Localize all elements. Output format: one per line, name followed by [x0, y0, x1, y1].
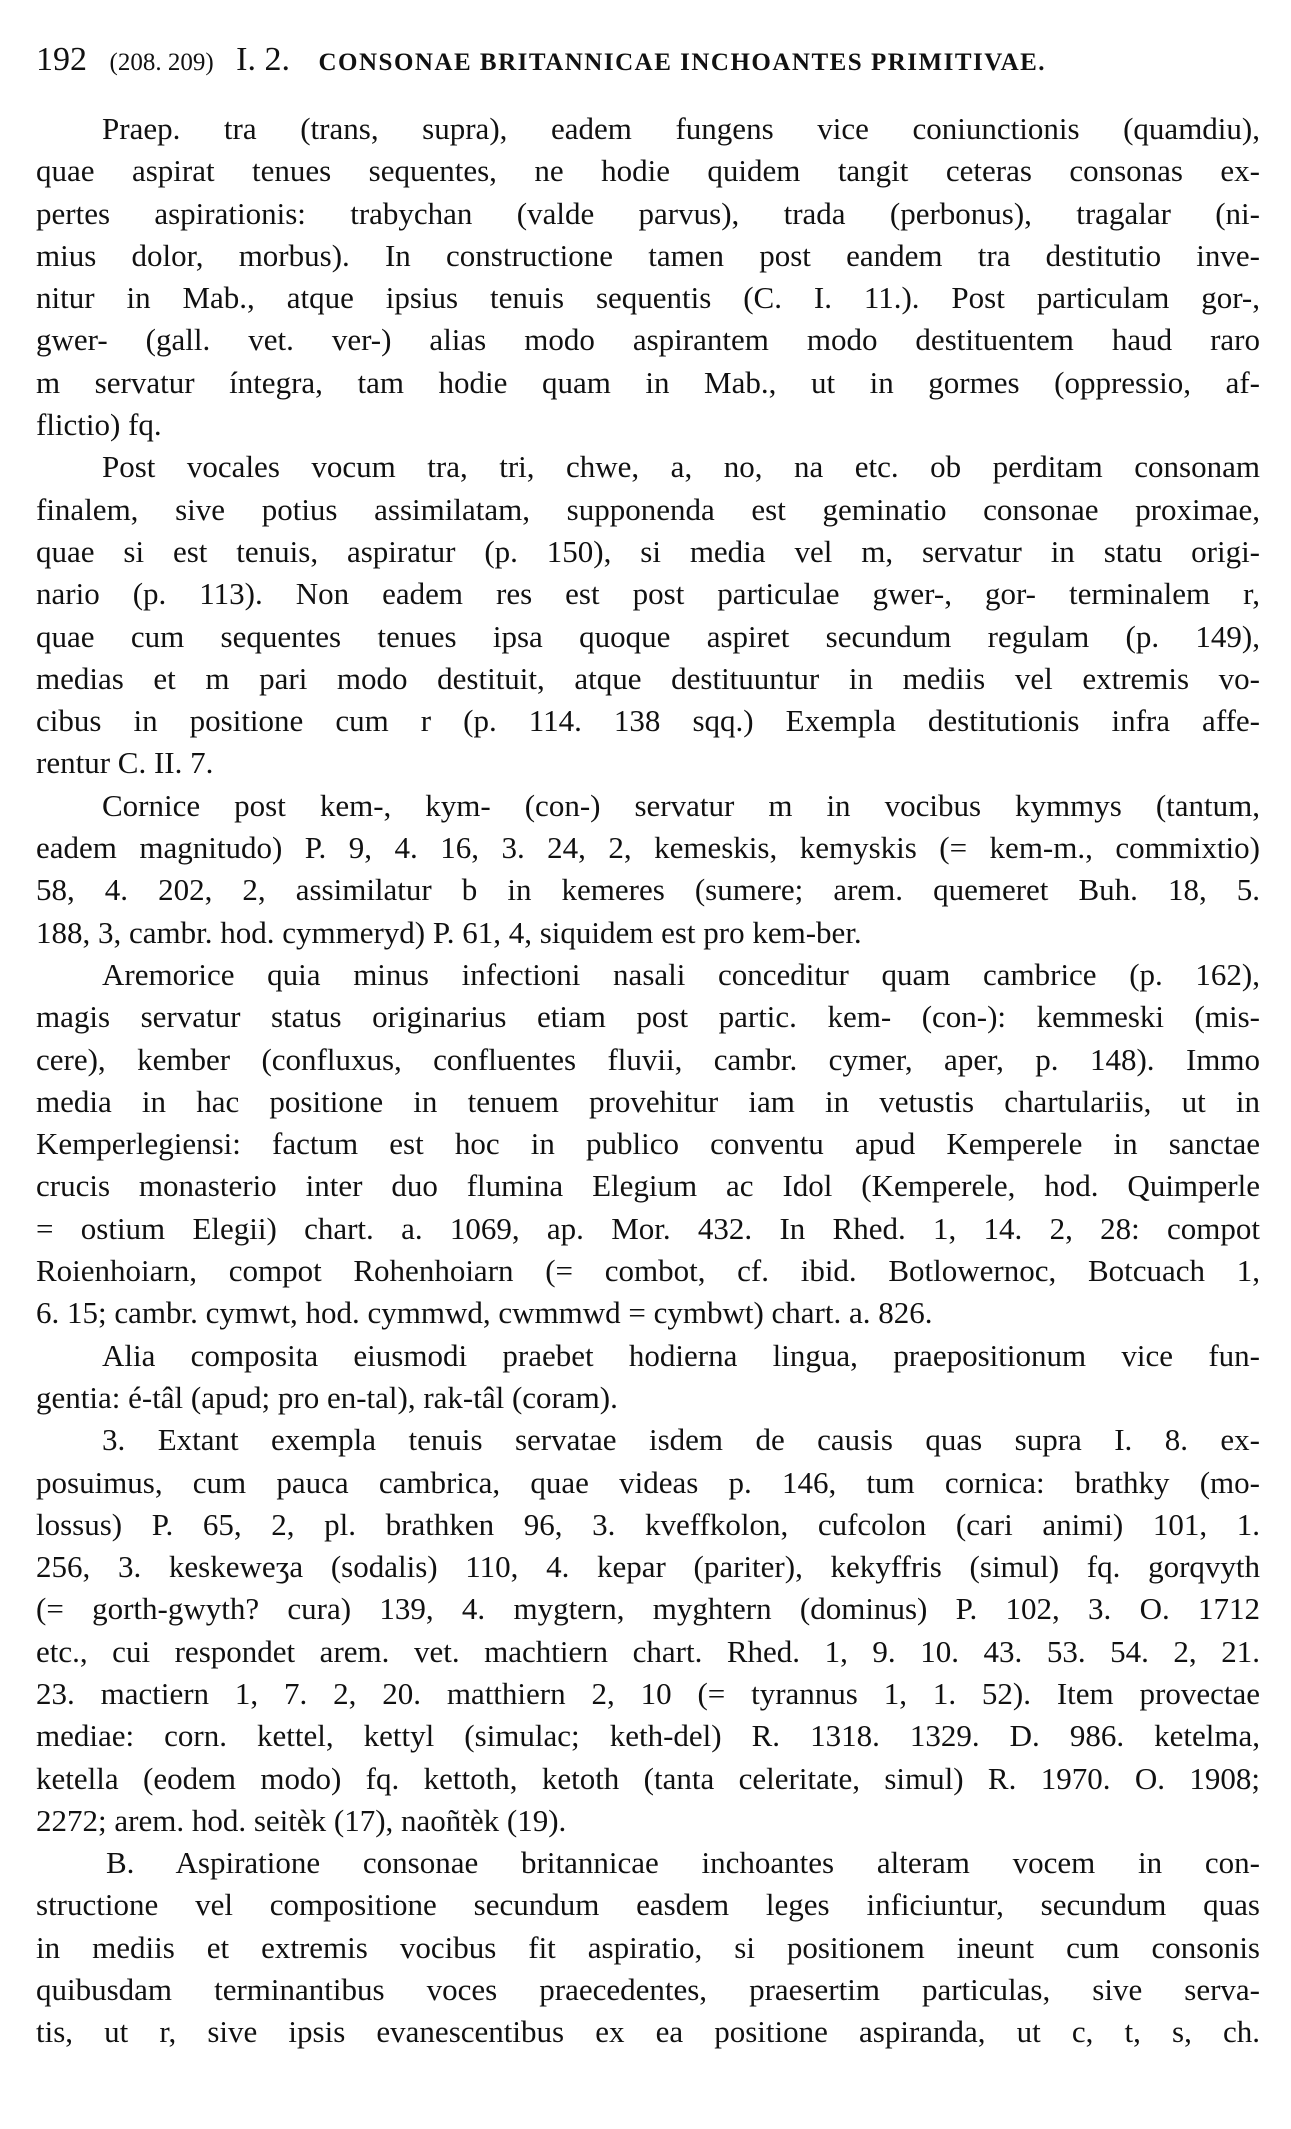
text-line: mius dolor, morbus). In constructione tamen post eandem tra destitutio inve-	[36, 237, 1260, 273]
text-line: quibusdam terminantibus voces praecedentes, praesertim particulas, sive serva-	[36, 1972, 1260, 2008]
text-line: finalem, sive potius assimilatam, supponenda est geminatio consonae proximae,	[36, 491, 1260, 527]
text-line: quae si est tenuis, aspiratur (p. 150), si media vel m, servatur in statu origi-	[36, 533, 1260, 569]
text-line: tis, ut r, sive ipsis evanescentibus ex ea positione aspiranda, ut c, t, s, ch.	[36, 2014, 1260, 2050]
text-line: eadem magnitudo) P. 9, 4. 16, 3. 24, 2, kemeskis, kemyskis (= kem-m., commixtio)	[36, 830, 1260, 866]
text-line: media in hac positione in tenuem provehitur iam in vetustis chartulariis, ut in	[36, 1083, 1260, 1119]
text-line: Alia composita eiusmodi praebet hodierna lingua, praepositionum vice fun-	[102, 1337, 1260, 1373]
text-line: medias et m pari modo destituit, atque destituuntur in mediis vel extremis vo-	[36, 660, 1260, 696]
text-line: 23. mactiern 1, 7. 2, 20. matthiern 2, 10 (= tyrannus 1, 1. 52). Item provectae	[36, 1675, 1260, 1711]
text-line: magis servatur status originarius etiam post partic. kem- (con-): kemmeski (mis-	[36, 999, 1260, 1035]
text-line: posuimus, cum pauca cambrica, quae videas p. 146, tum cornica: brathky (mo-	[36, 1464, 1260, 1500]
text-line: ketella (eodem modo) fq. kettoth, ketoth (tanta celeritate, simul) R. 1970. O. 1908;	[36, 1760, 1260, 1796]
text-line: Kemperlegiensi: factum est hoc in publico conventu apud Kemperele in sanctae	[36, 1126, 1260, 1162]
text-line: m servatur íntegra, tam hodie quam in Mab., ut in gormes (oppressio, af-	[36, 364, 1260, 400]
text-line: gentia: é-tâl (apud; pro en-tal), rak-tâl (coram).	[36, 1379, 618, 1415]
page-body-text	[36, 108, 1260, 2054]
text-line: cibus in positione cum r (p. 114. 138 sqq.) Exempla destitutionis infra affe-	[36, 703, 1260, 739]
section-number: I. 2.	[236, 41, 290, 78]
text-line: flictio) fq.	[36, 407, 162, 443]
text-line: nario (p. 113). Non eadem res est post particulae gwer-, gor- terminalem r,	[36, 576, 1260, 612]
text-line: quae cum sequentes tenues ipsa quoque aspiret secundum regulam (p. 149),	[36, 618, 1260, 654]
text-line: lossus) P. 65, 2, pl. brathken 96, 3. kveffkolon, cufcolon (cari animi) 101, 1.	[36, 1506, 1260, 1542]
paragraph-reference: (208. 209)	[109, 49, 214, 76]
text-line: Aremorice quia minus infectioni nasali conceditur quam cambrice (p. 162),	[102, 956, 1260, 992]
text-line: = ostium Elegii) chart. a. 1069, ap. Mor. 432. In Rhed. 1, 14. 2, 28: compot	[36, 1210, 1260, 1246]
text-line: quae aspirat tenues sequentes, ne hodie quidem tangit ceteras consonas ex-	[36, 153, 1260, 189]
text-line: 188, 3, cambr. hod. cymmeryd) P. 61, 4, siquidem est pro kem-ber.	[36, 914, 862, 950]
text-line: B. Aspiratione consonae britannicae inchoantes alteram vocem in con-	[106, 1845, 1260, 1881]
text-line: 58, 4. 202, 2, assimilatur b in kemeres (sumere; arem. quemeret Buh. 18, 5.	[36, 872, 1260, 908]
text-line: gwer- (gall. vet. ver-) alias modo aspirantem modo destituentem haud raro	[36, 322, 1260, 358]
text-line: mediae: corn. kettel, kettyl (simulac; keth-del) R. 1318. 1329. D. 986. ketelma,	[36, 1718, 1260, 1754]
text-line: (= gorth-gwyth? cura) 139, 4. mygtern, myghtern (dominus) P. 102, 3. O. 1712	[36, 1591, 1260, 1627]
text-line: Post vocales vocum tra, tri, chwe, a, no, na etc. ob perditam consonam	[102, 449, 1260, 485]
text-line: pertes aspirationis: trabychan (valde parvus), trada (perbonus), tragalar (ni-	[36, 195, 1260, 231]
text-line: nitur in Mab., atque ipsius tenuis sequentis (C. I. 11.). Post particulam gor-,	[36, 280, 1260, 316]
text-line: in mediis et extremis vocibus fit aspiratio, si positionem ineunt cum consonis	[36, 1929, 1260, 1965]
running-header	[36, 40, 1266, 83]
running-title: CONSONAE BRITANNICAE INCHOANTES PRIMITIVAE.	[318, 49, 1047, 76]
text-line: crucis monasterio inter duo flumina Elegium ac Idol (Kemperele, hod. Quimperle	[36, 1168, 1260, 1204]
text-line: etc., cui respondet arem. vet. machtiern chart. Rhed. 1, 9. 10. 43. 53. 54. 2, 21.	[36, 1633, 1260, 1669]
page-number: 192	[36, 41, 87, 78]
text-line: rentur C. II. 7.	[36, 745, 214, 781]
text-line: structione vel compositione secundum easdem leges inficiuntur, secundum quas	[36, 1887, 1260, 1923]
text-line: 3. Extant exempla tenuis servatae isdem de causis quas supra I. 8. ex-	[102, 1422, 1260, 1458]
text-line: Praep. tra (trans, supra), eadem fungens vice coniunctionis (quamdiu),	[102, 111, 1260, 146]
text-line: Roienhoiarn, compot Rohenhoiarn (= combot, cf. ibid. Botlowernoc, Botcuach 1,	[36, 1253, 1260, 1289]
text-line: 256, 3. keskeweʒa (sodalis) 110, 4. kepar (pariter), kekyffris (simul) fq. gorqvyth	[36, 1549, 1260, 1585]
text-line: 6. 15; cambr. cymwt, hod. cymmwd, cwmmwd = cymbwt) chart. a. 826.	[36, 1295, 933, 1331]
text-line: cere), kember (confluxus, confluentes fluvii, cambr. cymer, aper, p. 148). Immo	[36, 1041, 1260, 1077]
text-line: Cornice post kem-, kym- (con-) servatur m in vocibus kymmys (tantum,	[102, 787, 1260, 823]
text-line: 2272; arem. hod. seitèk (17), naoñtèk (19).	[36, 1802, 567, 1838]
